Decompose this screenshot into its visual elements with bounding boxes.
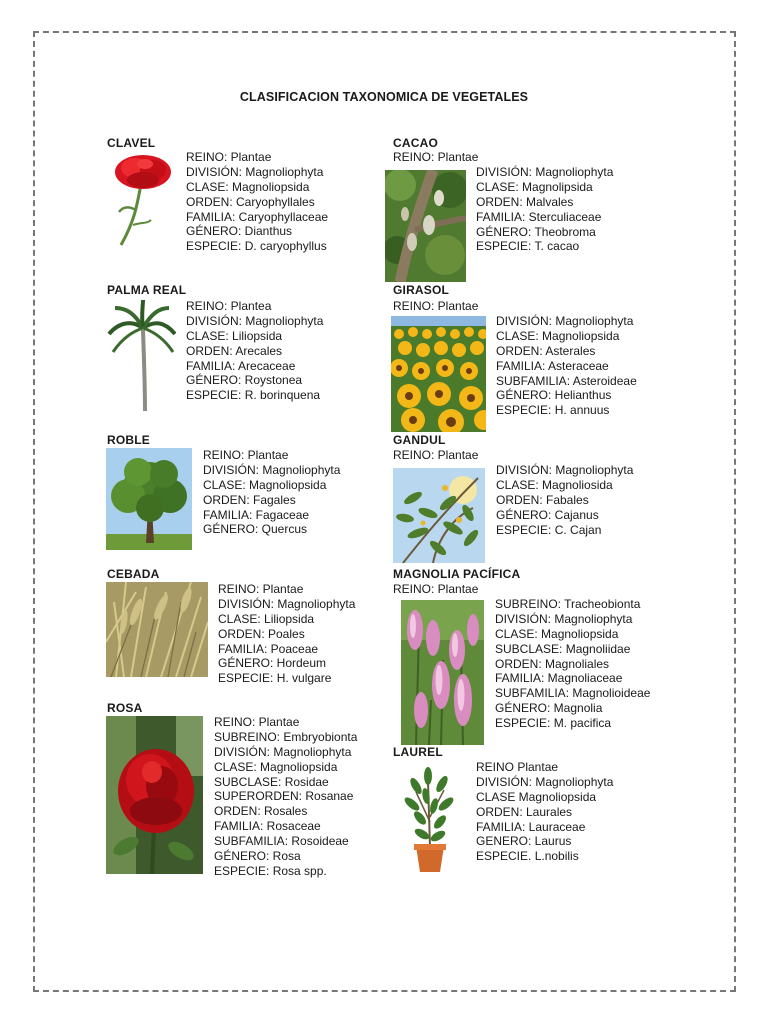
taxonomy-line: DIVISIÓN: Magnoliophyta xyxy=(476,165,614,179)
taxonomy-line: CLASE: Magnoliopsida xyxy=(495,626,619,641)
taxonomy-line: CLASE: Liliopsida xyxy=(186,328,283,343)
taxonomy-line: ORDEN: Laurales xyxy=(476,804,573,819)
taxonomy-first-line-girasol xyxy=(393,299,478,314)
rose-image xyxy=(106,716,203,874)
taxonomy-list-girasol xyxy=(496,314,637,418)
taxonomy-line: DIVISIÓN: Magnoliophyta xyxy=(214,744,352,759)
taxonomy-line: ORDEN: Fagales xyxy=(203,492,296,507)
plant-name-gandul: GANDUL xyxy=(393,433,446,447)
taxonomy-line: REINO: Plantae xyxy=(393,299,479,313)
taxonomy-line: SUBCLASE: Magnoliidae xyxy=(495,641,631,656)
taxonomy-line: ORDEN: Fabales xyxy=(496,492,589,507)
taxonomy-line: REINO: Plantae xyxy=(186,150,272,164)
taxonomy-list-laurel xyxy=(476,760,613,864)
taxonomy-line: FAMILIA: Sterculiaceae xyxy=(476,209,602,224)
taxonomy-line: SUBREINO: Embryobionta xyxy=(214,729,358,744)
page-title: CLASIFICACION TAXONOMICA DE VEGETALES xyxy=(239,90,529,104)
barley-image xyxy=(106,582,208,677)
plant-name-cebada: CEBADA xyxy=(107,567,160,581)
potted-laurel-image xyxy=(398,762,462,880)
taxonomy-line: ESPECIE: Rosa spp. xyxy=(214,863,327,878)
plant-name-rosa: ROSA xyxy=(107,701,143,715)
taxonomy-line: GÉNERO: Quercus xyxy=(203,522,308,537)
taxonomy-line: GÉNERO: Hordeum xyxy=(218,656,327,671)
taxonomy-line: REINO: Plantae xyxy=(393,582,479,596)
taxonomy-line: DIVISIÓN: Magnoliophyta xyxy=(495,611,633,626)
plant-name-laurel: LAUREL xyxy=(393,745,443,759)
taxonomy-first-line-magnolia xyxy=(393,582,478,597)
taxonomy-line: FAMILIA: Asteraceae xyxy=(496,358,609,373)
taxonomy-line: CLASE: Magnoliopsida xyxy=(496,328,620,343)
taxonomy-line: ESPECIE. L.nobilis xyxy=(476,849,579,864)
taxonomy-line: CLASE: Magnolipsida xyxy=(476,179,593,194)
taxonomy-line: GÉNERO: Cajanus xyxy=(496,507,599,522)
taxonomy-line: ORDEN: Arecales xyxy=(186,343,283,358)
taxonomy-line: REINO: Plantae xyxy=(214,715,300,729)
plant-name-roble: ROBLE xyxy=(107,433,150,447)
taxonomy-line: GENERO: Laurus xyxy=(476,834,572,849)
taxonomy-line: GÉNERO: Roystonea xyxy=(186,373,303,388)
taxonomy-line: DIVISIÓN: Magnoliophyta xyxy=(496,314,634,328)
taxonomy-list-clavel xyxy=(186,150,328,254)
taxonomy-line: SUBFAMILIA: Asteroideae xyxy=(496,373,637,388)
taxonomy-line: REINO Plantae xyxy=(476,760,559,774)
taxonomy-list-cacao xyxy=(476,165,613,254)
taxonomy-line: ORDEN: Asterales xyxy=(496,343,596,358)
taxonomy-list-magnolia xyxy=(495,597,650,731)
palm-tree-image xyxy=(107,300,176,412)
taxonomy-line: SUBFAMILIA: Rosoideae xyxy=(214,834,349,849)
plant-name-clavel: CLAVEL xyxy=(107,136,156,150)
taxonomy-line: FAMILIA: Magnoliaceae xyxy=(495,671,623,686)
taxonomy-line: DIVISIÓN: Magnoliophyta xyxy=(186,313,324,328)
taxonomy-line: CLASE Magnoliopsida xyxy=(476,789,597,804)
taxonomy-line: REINO: Plantae xyxy=(393,448,479,462)
taxonomy-line: REINO: Plantea xyxy=(186,299,272,313)
plant-name-girasol: GIRASOL xyxy=(393,283,450,297)
taxonomy-line: REINO: Plantae xyxy=(218,582,304,596)
taxonomy-list-cebada xyxy=(218,582,355,686)
taxonomy-line: GÉNERO: Theobroma xyxy=(476,224,596,239)
sunflower-field-image xyxy=(391,316,486,432)
carnation-image xyxy=(107,150,176,250)
taxonomy-line: ESPECIE: H. annuus xyxy=(496,403,610,418)
taxonomy-first-line-cacao xyxy=(393,150,478,165)
taxonomy-line: CLASE: Liliopsida xyxy=(218,611,315,626)
taxonomy-line: ESPECIE: C. Cajan xyxy=(496,522,602,537)
taxonomy-line: DIVISIÓN: Magnoliophyta xyxy=(186,164,324,179)
taxonomy-line: GÉNERO: Helianthus xyxy=(496,388,612,403)
taxonomy-line: REINO: Plantae xyxy=(203,448,289,462)
taxonomy-line: CLASE: Magnoliopsida xyxy=(203,477,327,492)
taxonomy-line: SUBCLASE: Rosidae xyxy=(214,774,329,789)
taxonomy-line: ESPECIE: M. pacifica xyxy=(495,716,612,731)
taxonomy-line: FAMILIA: Lauraceae xyxy=(476,819,586,834)
taxonomy-line: SUPERORDEN: Rosanae xyxy=(214,789,354,804)
oak-tree-image xyxy=(106,448,192,550)
taxonomy-list-gandul xyxy=(496,463,633,537)
taxonomy-line: ORDEN: Poales xyxy=(218,626,305,641)
magnolia-image xyxy=(401,600,484,745)
taxonomy-line: REINO: Plantae xyxy=(393,150,479,164)
taxonomy-line: CLASE: Magnoliopsida xyxy=(214,759,338,774)
taxonomy-line: ORDEN: Caryophyllales xyxy=(186,194,315,209)
taxonomy-line: DIVISIÓN: Magnoliophyta xyxy=(476,774,614,789)
plant-name-palma-real: PALMA REAL xyxy=(107,283,187,297)
taxonomy-line: FAMILIA: Fagaceae xyxy=(203,507,310,522)
taxonomy-line: ORDEN: Malvales xyxy=(476,194,574,209)
plant-name-cacao: CACAO xyxy=(393,136,438,150)
taxonomy-line: GÉNERO: Rosa xyxy=(214,849,301,864)
taxonomy-line: DIVISIÓN: Magnoliophyta xyxy=(218,596,356,611)
taxonomy-list-rosa xyxy=(214,715,357,879)
taxonomy-line: ESPECIE: T. cacao xyxy=(476,239,580,254)
taxonomy-line: CLASE: Magnoliopsida xyxy=(186,179,310,194)
taxonomy-line: FAMILIA: Arecaceae xyxy=(186,358,296,373)
taxonomy-line: GÉNERO: Dianthus xyxy=(186,224,293,239)
taxonomy-line: DIVISIÓN: Magnoliophyta xyxy=(496,463,634,477)
plant-name-magnolia: MAGNOLIA PACÍFICA xyxy=(393,567,521,581)
taxonomy-line: ORDEN: Magnoliales xyxy=(495,656,610,671)
taxonomy-line: FAMILIA: Poaceae xyxy=(218,641,319,656)
taxonomy-line: SUBREINO: Tracheobionta xyxy=(495,597,641,611)
taxonomy-line: ESPECIE: H. vulgare xyxy=(218,671,332,686)
taxonomy-line: SUBFAMILIA: Magnolioideae xyxy=(495,686,651,701)
cacao-tree-image xyxy=(385,170,466,282)
taxonomy-list-roble xyxy=(203,448,340,537)
taxonomy-line: FAMILIA: Caryophyllaceae xyxy=(186,209,329,224)
taxonomy-line: GÉNERO: Magnolia xyxy=(495,701,603,716)
taxonomy-line: DIVISIÓN: Magnoliophyta xyxy=(203,462,341,477)
taxonomy-line: ESPECIE: D. caryophyllus xyxy=(186,239,327,254)
taxonomy-line: ESPECIE: R. borinquena xyxy=(186,388,321,403)
taxonomy-line: CLASE: Magnoliosida xyxy=(496,477,613,492)
pigeon-pea-image xyxy=(393,468,485,563)
taxonomy-list-palma-real xyxy=(186,299,323,403)
taxonomy-first-line-gandul xyxy=(393,448,478,463)
taxonomy-line: FAMILIA: Rosaceae xyxy=(214,819,321,834)
taxonomy-line: ORDEN: Rosales xyxy=(214,804,308,819)
